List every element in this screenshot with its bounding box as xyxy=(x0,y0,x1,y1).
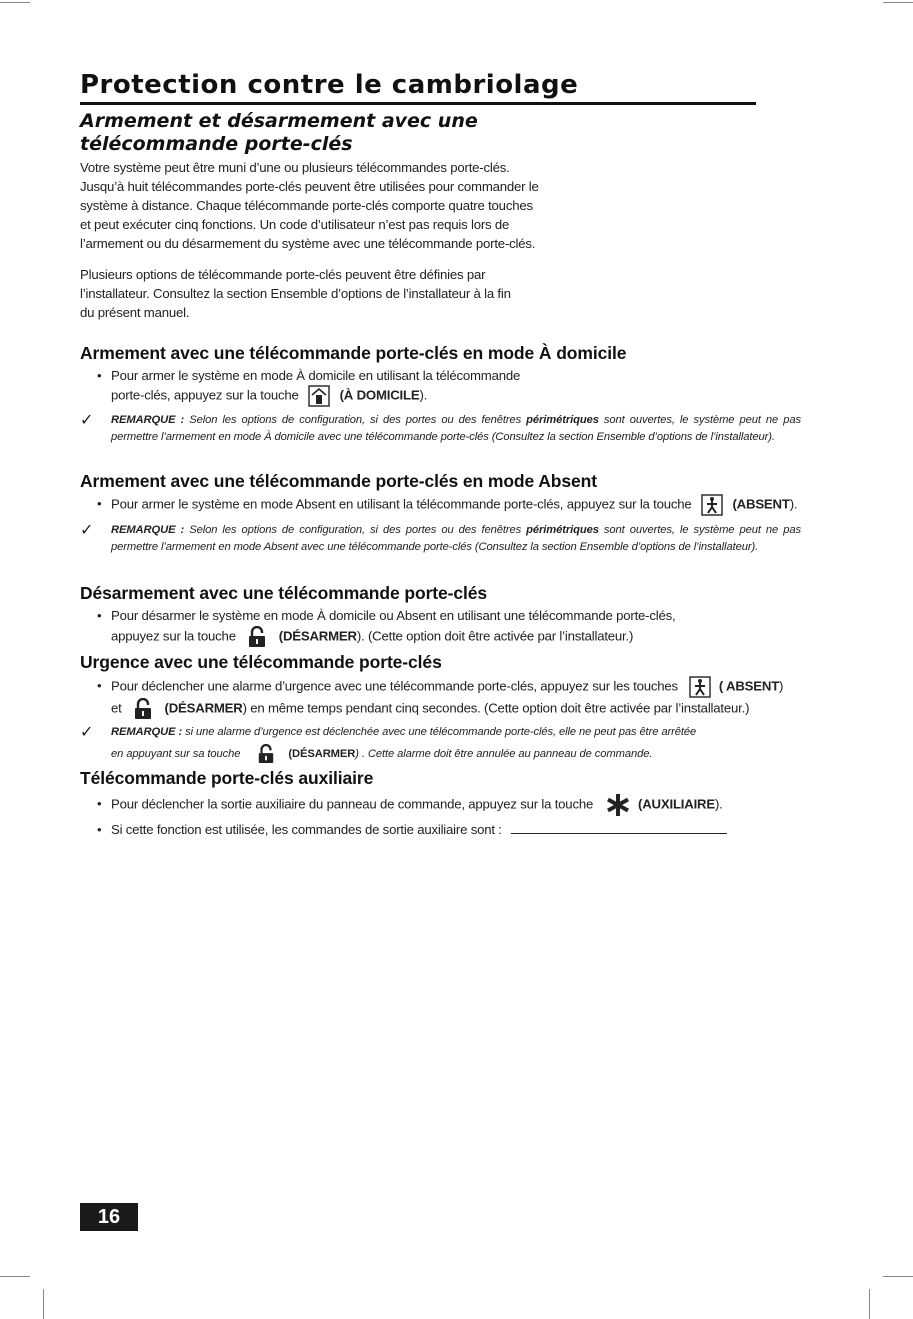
heading-emergency: Urgence avec une télécommande porte-clés xyxy=(80,652,442,672)
note-arm-away: REMARQUE : Selon les options de configuration, si des portes ou des fenêtres périmétriques sont ouvertes, le système peut ne pas permettre l’armement en mode Absent avec une télécommande porte-clés (Consultez la section Ensemble d’options de l’installateur). xyxy=(111,524,801,553)
crop-mark xyxy=(0,2,30,3)
bullet-arm-stay-cont: porte-clés, appuyez sur la touche (À DOMICILE). xyxy=(111,385,427,407)
intro-paragraph-1: Votre système peut être muni d’une ou plusieurs télécommandes porte-clés. Jusqu’à huit télécommandes porte-clés peuvent être utilisées pour commander le système à distance. Chaque télécommande porte-clés comporte quatre touches et peut exécuter cinq fonctions. Un code d’utilisateur n’est pas requis lors de l’armement ou du désarmement du système avec une télécommande porte-clés. xyxy=(80,160,539,251)
bullet-emergency-cont: et (DÉSARMER) en même temps pendant cinq secondes. (Cette option doit être activée par l’installateur.) xyxy=(111,698,749,720)
crop-mark xyxy=(883,2,913,3)
heading-auxiliary: Télécommande porte-clés auxiliaire xyxy=(80,768,374,788)
crop-mark xyxy=(43,1289,44,1319)
bullet-emergency: • Pour déclencher une alarme d’urgence avec une télécommande porte-clés, appuyez sur les touches ( ABSENT) xyxy=(97,676,783,698)
unlock-icon xyxy=(257,744,275,764)
bullet-arm-away: • Pour armer le système en mode Absent en utilisant la télécommande porte-clés, appuyez sur la touche (ABSENT). xyxy=(97,494,797,516)
heading-arm-away: Armement avec une télécommande porte-clés en mode Absent xyxy=(80,471,597,491)
asterisk-icon xyxy=(605,792,631,818)
crop-mark xyxy=(0,1276,30,1277)
bullet-disarm-cont: appuyez sur la touche (DÉSARMER). (Cette option doit être activée par l’installateur.) xyxy=(111,626,633,648)
note-arm-stay: REMARQUE : Selon les options de configuration, si des portes ou des fenêtres périmétriques sont ouvertes, le système peut ne pas permettre l’armement en mode À domicile avec une télécommande porte-clés (Consultez la section Ensemble d’options de l’installateur). xyxy=(111,414,801,443)
away-person-icon xyxy=(689,676,711,698)
bullet-auxiliary: • Pour déclencher la sortie auxiliaire du panneau de commande, appuyez sur la touche (AUXILIAIRE). xyxy=(97,792,723,818)
check-icon: ✓ xyxy=(80,522,94,539)
blank-line xyxy=(511,833,727,834)
section-subtitle: Armement et désarmement avec une télécommande porte-clés xyxy=(80,110,478,155)
unlock-icon xyxy=(247,626,267,648)
home-icon xyxy=(308,385,330,407)
check-icon: ✓ xyxy=(80,724,94,741)
bullet-auxiliary-commands: • Si cette fonction est utilisée, les commandes de sortie auxiliaire sont : xyxy=(97,820,727,839)
away-person-icon xyxy=(701,494,723,516)
page-number: 16 xyxy=(80,1203,138,1231)
heading-arm-stay: Armement avec une télécommande porte-clés en mode À domicile xyxy=(80,343,627,363)
note-emergency: REMARQUE : si une alarme d’urgence est déclenchée avec une télécommande porte-clés, elle ne peut pas être arrêtée en appuyant sur sa touche (DÉSARMER) . Cette alarme doit être annulée au panneau de commande. xyxy=(111,724,801,764)
unlock-icon xyxy=(133,698,153,720)
crop-mark xyxy=(869,1289,870,1319)
heading-disarm: Désarmement avec une télécommande porte-clés xyxy=(80,583,488,603)
bullet-arm-stay: • Pour armer le système en mode À domicile en utilisant la télécommande xyxy=(97,368,521,383)
intro-paragraph-2: Plusieurs options de télécommande porte-clés peuvent être définies par l’installateur. Consultez la section Ensemble d’options de l’installateur à la fin du présent manuel. xyxy=(80,267,511,320)
check-icon: ✓ xyxy=(80,412,94,429)
page-title: Protection contre le cambriolage xyxy=(80,70,756,105)
crop-mark xyxy=(883,1276,913,1277)
bullet-disarm: • Pour désarmer le système en mode À domicile ou Absent en utilisant une télécommande porte-clés, xyxy=(97,608,676,623)
